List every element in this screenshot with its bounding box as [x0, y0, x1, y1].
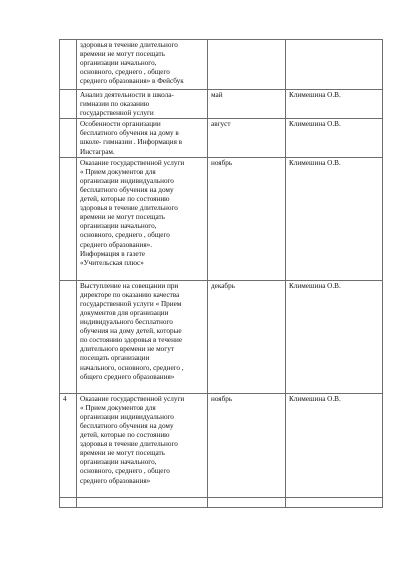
responsible-cell: Климешина О.В. [286, 90, 383, 119]
row-number-cell [60, 157, 77, 280]
responsible-cell: Климешина О.В. [286, 157, 383, 280]
row-number-cell [60, 40, 77, 90]
date-cell [208, 497, 286, 507]
date-cell: август [208, 119, 286, 157]
event-cell: здоровья в течение длительного времени не могут посещать организации начального, основного, среднего , общего среднего образования» в Фейсбук [77, 40, 208, 90]
date-cell: май [208, 90, 286, 119]
table-row [60, 119, 383, 157]
responsible-cell: Климешина О.В. [286, 280, 383, 393]
table-row [60, 393, 383, 497]
row-number-cell [60, 280, 77, 393]
event-cell: Особенности организации бесплатного обучения на дому в школе- гимназии . Информация в Инстаграм. [77, 119, 208, 157]
row-number-cell [60, 90, 77, 119]
table-row [60, 497, 383, 507]
date-cell: декабрь [208, 280, 286, 393]
event-cell [77, 497, 208, 507]
plan-table [59, 39, 383, 508]
row-number-cell [60, 119, 77, 157]
date-cell: ноябрь [208, 393, 286, 497]
responsible-cell: Климешина О.В. [286, 393, 383, 497]
date-cell [208, 40, 286, 90]
date-cell: ноябрь [208, 157, 286, 280]
table-row [60, 40, 383, 90]
table-row [60, 157, 383, 280]
row-number-cell [60, 497, 77, 507]
table-row [60, 90, 383, 119]
responsible-cell: Климешина О.В. [286, 119, 383, 157]
table-row [60, 280, 383, 393]
event-cell: Анализ деятельности в школа- гимназии по оказанию государственной услуги [77, 90, 208, 119]
event-cell: Оказание государственной услуги « Прием документов для организации индивидуального бесплатного обучения на дому детей, которые по состоянию здоровья в течение длительного времени не могут посещать организации начального, основного, среднего , общего среднего образования» [77, 393, 208, 497]
responsible-cell [286, 497, 383, 507]
event-cell: Оказание государственной услуги « Прием документов для организации индивидуального бесплатного обучения на дому детей, которые по состоянию здоровья в течение длительного времени не могут посещать организации начального, основного, среднего , общего среднего образования». Информация в газете «Учительская плюс» [77, 157, 208, 280]
event-cell: Выступление на совещании при директоре по оказанию качества государственной услуги « Прием документов для организации индивидуального бесплатного обучения на дому детей, которые по состоянию здоровья в течение длительного времени не могут посещать организации начального, основного, среднего , общего среднего образования» [77, 280, 208, 393]
responsible-cell [286, 40, 383, 90]
row-number-cell: 4 [60, 393, 77, 497]
